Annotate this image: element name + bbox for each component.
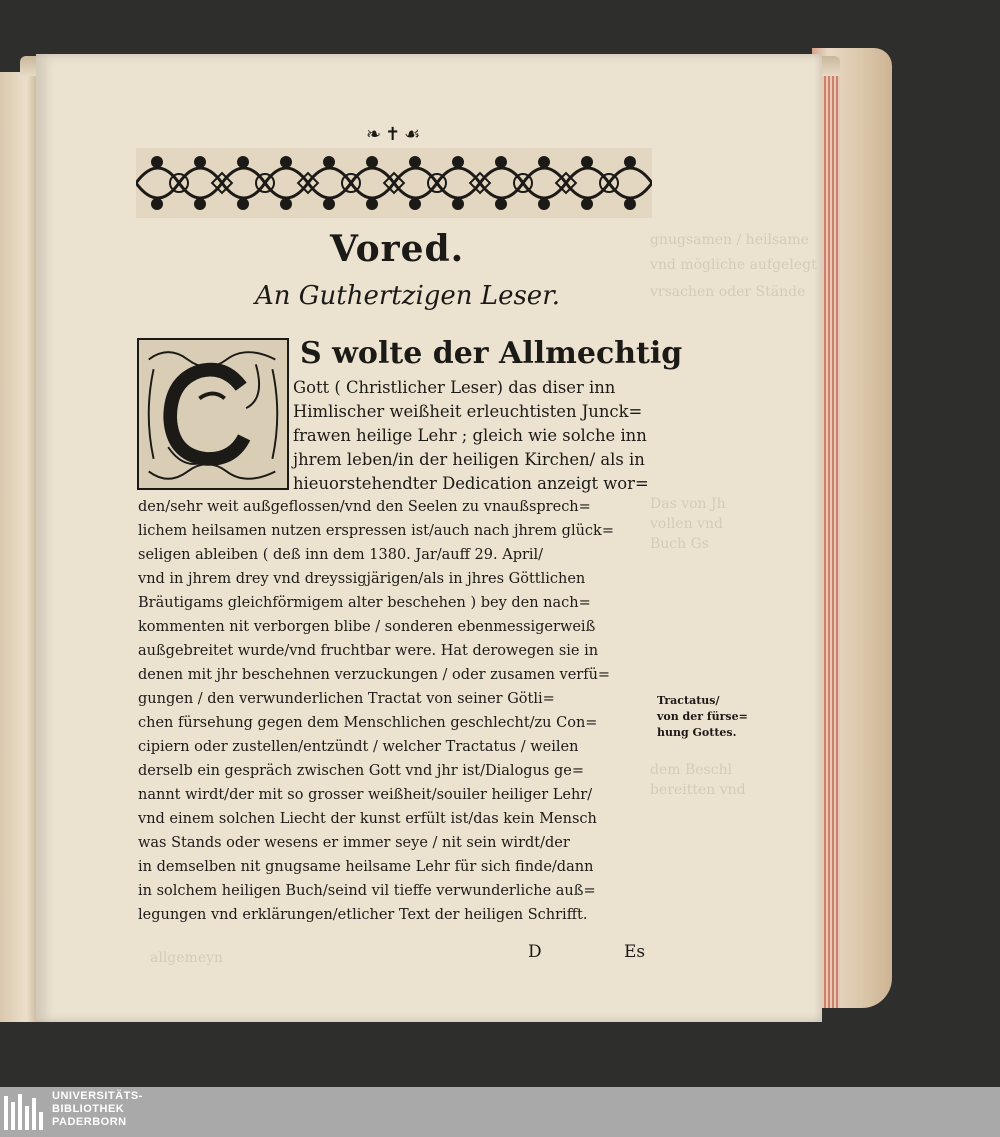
signature-mark: D: [528, 942, 542, 962]
text-line: legungen vnd erklärungen/etlicher Text der heiligen Schrifft.: [138, 907, 588, 923]
marginal-note-line: von der fürse=: [657, 710, 748, 723]
text-line: frawen heilige Lehr ; gleich wie solche inn: [293, 426, 647, 445]
left-page: [0, 72, 38, 1022]
text-line: was Stands oder wesens er immer seye / nit sein wirdt/der: [138, 835, 570, 851]
library-logo-icon: [2, 1090, 46, 1134]
text-line: gungen / den verwunderlichen Tractat von seiner Götli=: [138, 691, 555, 707]
text-line: in solchem heiligen Buch/seind vil tieffe verwunderliche auß=: [138, 883, 596, 899]
library-name-line: BIBLIOTHEK: [52, 1103, 125, 1115]
decorative-border-band: [136, 148, 652, 218]
text-line: seligen ableiben ( deß inn dem 1380. Jar/auff 29. April/: [138, 547, 544, 563]
marginal-note-line: Tractatus/: [657, 694, 720, 707]
text-line: chen fürsehung gegen dem Menschlichen geschlecht/zu Con=: [138, 715, 598, 731]
text-line: vnd einem solchen Liecht der kunst erfült ist/das kein Mensch: [138, 811, 597, 827]
catchword: Es: [624, 942, 646, 962]
page-subheading: An Guthertzigen Leser.: [255, 281, 561, 311]
title-ornament: ❧✝☙: [366, 124, 425, 145]
text-line: hieuorstehendter Dedication anzeigt wor=: [293, 474, 649, 493]
library-name-line: UNIVERSITÄTS-: [52, 1090, 143, 1102]
text-line: in demselben nit gnugsame heilsame Lehr für sich finde/dann: [138, 859, 594, 875]
text-line: den/sehr weit außgeflossen/vnd den Seelen zu vnaußsprech=: [138, 499, 591, 515]
text-line: vnd in jhrem drey vnd dreyssigjärigen/als in jhres Göttlichen: [138, 571, 586, 587]
text-line: Bräutigams gleichförmigem alter beschehen ) bey den nach=: [138, 595, 591, 611]
text-line: Gott ( Christlicher Leser) das diser inn: [293, 378, 616, 397]
text-line: cipiern oder zustellen/entzündt / welcher Tractatus / weilen: [138, 739, 579, 755]
text-line: kommenten nit verborgen blibe / sonderen ebenmessigerweiß: [138, 619, 596, 635]
text-line: Himlischer weißheit erleuchtisten Junck=: [293, 402, 643, 421]
text-line: nannt wirdt/der mit so grosser weißheit/souiler heiliger Lehr/: [138, 787, 593, 803]
text-line: derselb ein gespräch zwischen Gott vnd jhr ist/Dialogus ge=: [138, 763, 584, 779]
page-heading: Vored.: [330, 228, 465, 270]
text-line: jhrem leben/in der heiligen Kirchen/ als in: [293, 450, 645, 469]
decorated-initial: [137, 338, 289, 490]
footer-bar: [0, 1087, 1000, 1137]
library-name-line: PADERBORN: [52, 1116, 127, 1128]
text-line: denen mit jhr beschehnen verzuckungen / oder zusamen verfü=: [138, 667, 611, 683]
opening-words: S wolte der Allmechtig: [300, 336, 683, 371]
marginal-note-line: hung Gottes.: [657, 726, 737, 739]
text-line: außgebreitet wurde/vnd fruchtbar were. Hat derowegen sie in: [138, 643, 599, 659]
text-line: lichem heilsamen nutzen erspressen ist/auch nach jhrem glück=: [138, 523, 614, 539]
